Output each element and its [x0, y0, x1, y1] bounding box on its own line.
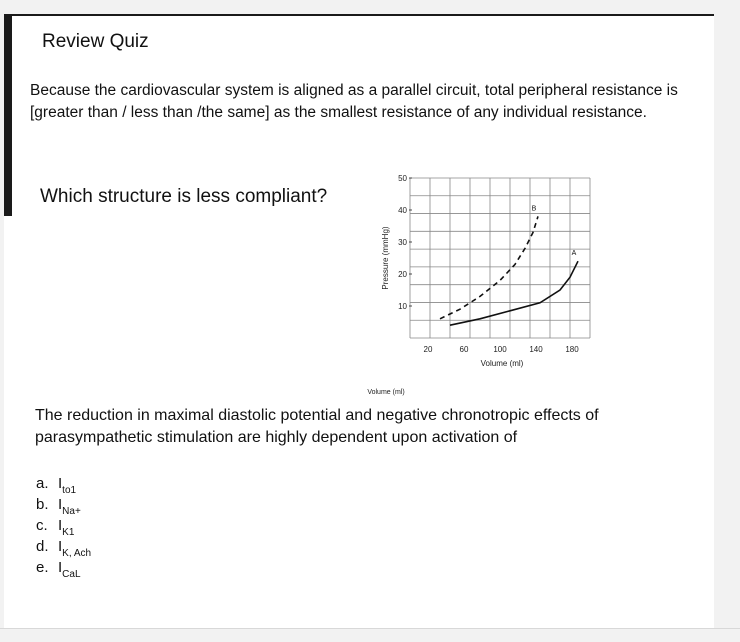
- choice-letter: c.: [36, 517, 48, 534]
- current-subscript: K1: [62, 527, 75, 538]
- current-symbol: I: [58, 496, 63, 513]
- compliance-chart: [360, 160, 600, 405]
- current-symbol: I: [58, 559, 63, 576]
- top-border: [4, 14, 714, 16]
- compliance-chart-svg: [360, 160, 600, 400]
- current-subscript: CaL: [62, 569, 81, 580]
- x-axis-label: Volume (ml): [480, 359, 524, 368]
- choice-c[interactable]: [36, 517, 91, 538]
- choice-letter: b.: [36, 496, 49, 513]
- choice-letter: e.: [36, 559, 49, 576]
- x-tick-label: 180: [565, 345, 579, 354]
- current-symbol: I: [58, 517, 63, 534]
- left-border: [4, 14, 12, 216]
- y-tick-label: 40: [398, 206, 407, 215]
- x-tick-label: 140: [529, 345, 543, 354]
- series-label-a: A: [571, 250, 577, 258]
- y-tick-label: 50: [398, 174, 407, 183]
- current-symbol: I: [58, 475, 63, 492]
- current-subscript: Na+: [62, 506, 81, 517]
- series-line-b: [440, 216, 538, 318]
- answer-choices: [36, 475, 91, 580]
- chart-caption: Volume (ml): [367, 389, 405, 396]
- question-3: The reduction in maximal diastolic potential and negative chronotropic effects of parasympathetic stimulation are highly dependent upon activation of: [35, 407, 599, 446]
- y-tick-label: 10: [398, 302, 407, 311]
- x-tick-label: 60: [459, 345, 469, 354]
- quiz-title: Review Quiz: [42, 31, 149, 52]
- y-tick-label: 20: [398, 270, 407, 279]
- y-axis-label: Pressure (mmHg): [381, 226, 390, 290]
- question-1: Because the cardiovascular system is aligned as a parallel circuit, total peripheral resistance is [greater than / less than /the same] as the smallest resistance of any individual resistance.: [30, 82, 678, 121]
- choice-letter: d.: [36, 538, 49, 555]
- x-tick-label: 100: [493, 345, 507, 354]
- x-tick-label: 20: [423, 345, 433, 354]
- current-subscript: K, Ach: [62, 548, 92, 559]
- series-label-b: B: [531, 205, 537, 213]
- choice-letter: a.: [36, 475, 49, 492]
- choice-b[interactable]: [36, 496, 91, 517]
- series-line-a: [450, 261, 578, 325]
- current-subscript: to1: [62, 485, 77, 496]
- y-tick-label: 30: [398, 238, 407, 247]
- question-2: Which structure is less compliant?: [40, 186, 328, 207]
- choice-a[interactable]: [36, 475, 91, 496]
- choice-e[interactable]: [36, 559, 91, 580]
- bottom-divider: [0, 628, 740, 629]
- choice-d[interactable]: [36, 538, 91, 559]
- current-symbol: I: [58, 538, 63, 555]
